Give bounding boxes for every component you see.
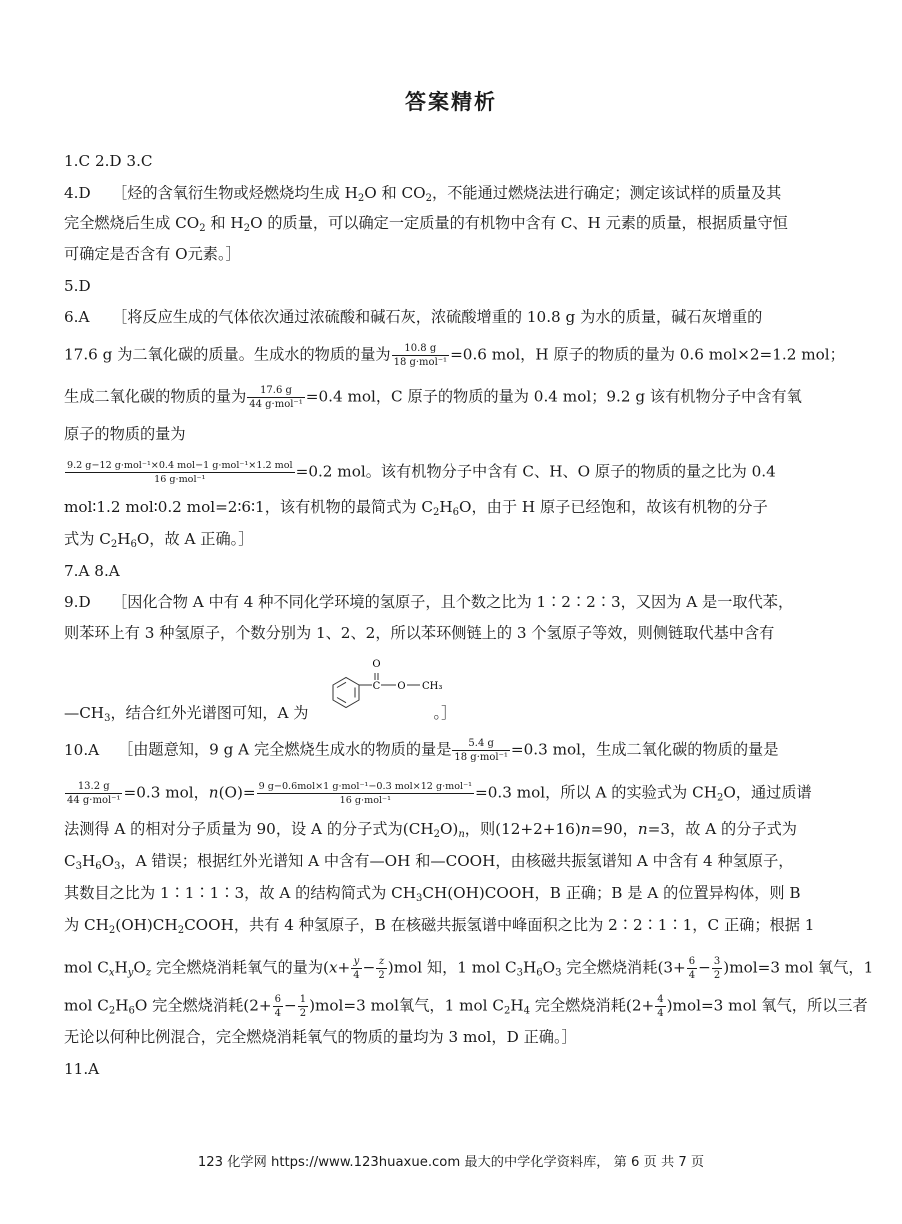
methyl-benzoate-structure — [328, 655, 453, 720]
methyl-group: CH₃ — [422, 681, 443, 692]
fraction: $\frac{17.6 g}{\text{44 g·mol⁻¹}}$ — [249, 385, 303, 410]
answer-6-line-2: 17.6 g 为二氧化碳的质量。生成水的物质的量为 $\frac{10.8 g}{\text{18 g·mol⁻¹}}$ =0.6 mol，H 原子的物质的量为 0.6 mol×2=1.2 mol； — [64, 343, 845, 368]
fraction: $\frac{\text{9.2 g−12 g·mol⁻¹×0.4 mol−1 g·mol⁻¹×1.2 mol}}{\text{16 g·mol⁻¹}}$ — [67, 460, 293, 485]
answer-9-line-1: 9.D ［因化合物 A 中有 4 种不同化学环境的氢原子，且个数之比为 1∶2∶2∶3，又因为 A 是一取代苯， — [64, 593, 794, 611]
fraction: $\frac{10.8 g}{\text{18 g·mol⁻¹}}$ — [393, 343, 448, 368]
answer-10-line-3: 法测得 A 的相对分子质量为 90，设 A 的分子式为$(CH_2O)_n$，则(12+2+16)n=90，n=3，故 A 的分子式为 — [64, 820, 797, 840]
page-footer: 123 化学网 https://www.123huaxue.com 最大的中学化学资料库， 第 6 页 共 7 页 — [197, 1155, 705, 1170]
fraction: $\frac{13.2 g}{\text{44 g·mol⁻¹}}$ — [67, 781, 121, 806]
fraction: $\frac{\text{9 g−0.6mol×1 g·mol⁻¹−0.3 mol×12 g·mol⁻¹}}{\text{16 g·mol⁻¹}}$ — [258, 781, 473, 806]
answer-5: 5.D — [64, 277, 91, 295]
answer-4-line-3: 可确定是否含有 O元素。］ — [64, 245, 241, 263]
answer-4-line-2: 完全燃烧后生成 $CO_2$ 和 $H_2O$ 的质量，可以确定一定质量的有机物中含有 C、H 元素的质量，根据质量守恒 — [64, 214, 788, 234]
answer-10-line-9: 无论以何种比例混合，完全燃烧消耗氧气的物质的量均为 3 mol，D 正确。］ — [64, 1028, 577, 1046]
answer-10-line-7: mol $C_xH_yO_z$ 完全燃烧消耗氧气的量为(x+ $\frac{y}{4}$ − $\frac{z}{2}$ )mol 知，1 mol $C_3H_6O_3$ 完全燃烧消耗(3+ $\frac{6}{4}$ − $\frac{3}{2}$ )mol=3 mol 氧气，1 — [64, 956, 874, 981]
answer-6-line-5: $\frac{\text{9.2 g−12 g·mol⁻¹×0.4 mol−1 g·mol⁻¹×1.2 mol}}{\text{16 g·mol⁻¹}}$ =0.2 mol。该有机物分子中含有 C、H、O 原子的物质的量之比为 0.4 — [67, 460, 776, 485]
answer-6-line-7: 式为 $C_2H_6O$，故 A 正确。］ — [64, 530, 254, 550]
answer-6-line-3: 生成二氧化碳的物质的量为 $\frac{17.6 g}{\text{44 g·mol⁻¹}}$ =0.4 mol，C 原子的物质的量为 0.4 mol；9.2 g 该有机物分子中含有氧 — [64, 385, 802, 410]
fraction: $\frac{5.4 g}{\text{18 g·mol⁻¹}}$ — [454, 738, 508, 763]
answer-line-1-3: 1.C 2.D 3.C — [64, 152, 153, 170]
answer-6-line-1: 6.A ［将反应生成的气体依次通过浓硫酸和碱石灰，浓硫酸增重的 10.8 g 为水的质量，碱石灰增重的 — [64, 308, 763, 326]
carbonyl-carbon: C — [372, 681, 381, 692]
page-title: 答案精析 — [405, 90, 497, 114]
answer-10-line-2: $\frac{13.2 g}{\text{44 g·mol⁻¹}}$ =0.3 mol，n(O)= $\frac{\text{9 g−0.6mol×1 g·mol⁻¹−0.3 mol×12 g·mol⁻¹}}{\text{16 g·mol⁻¹}}$ =0.3 mol，所以 A 的实验式为 $CH_2O$，通过质谱 — [67, 781, 812, 806]
answer-7-8: 7.A 8.A — [64, 562, 120, 580]
answer-10-line-8: mol $C_2H_6O$ 完全燃烧消耗(2+ $\frac{6}{4}$ − $\frac{1}{2}$ )mol=3 mol氧气，1 mol $C_2H_4$ 完全燃烧消耗(2+ $\frac{4}{4}$ )mol=3 mol 氧气，所以三者 — [64, 994, 868, 1019]
ester-oxygen: O — [397, 681, 406, 692]
answer-9-line-3: $—CH_3$，结合红外光谱图可知，A 为 。］ — [64, 704, 457, 724]
answer-10-line-1: 10.A ［由题意知，9 g A 完全燃烧生成水的物质的量是 $\frac{5.4 g}{\text{18 g·mol⁻¹}}$ =0.3 mol，生成二氧化碳的物质的量是 — [64, 738, 779, 763]
answer-9-line-2: 则苯环上有 3 种氢原子，个数分别为 1、2、2，所以苯环侧链上的 3 个氢原子等效，则侧链取代基中含有 — [64, 624, 775, 642]
answer-4-line-1: 4.D ［烃的含氧衍生物或烃燃烧均生成 $H_2O$ 和 $CO_2$，不能通过燃烧法进行确定；测定该试样的质量及其 — [64, 184, 782, 204]
carbonyl-oxygen: O — [372, 659, 381, 670]
answer-6-line-4: 原子的物质的量为 — [64, 425, 186, 443]
answer-10-line-5: 其数目之比为 1∶1∶1∶3，故 A 的结构简式为 $CH_3CH(OH)COOH$，B 正确；B 是 A 的位置异构体，则 B — [64, 884, 801, 904]
answer-6-line-6: mol∶1.2 mol∶0.2 mol=2∶6∶1，该有机物的最简式为 $C_2H_6O$，由于 H 原子已经饱和，故该有机物的分子 — [64, 498, 768, 518]
answer-11: 11.A — [64, 1060, 100, 1078]
answer-10-line-4: $C_3H_6O_3$，A 错误；根据红外光谱知 A 中含有—OH 和—COOH，由核磁共振氢谱知 A 中含有 4 种氢原子， — [64, 852, 794, 872]
answer-10-line-6: 为 $CH_2(OH)CH_2COOH$，共有 4 种氢原子，B 在核磁共振氢谱中峰面积之比为 2∶2∶1∶1，C 正确；根据 1 — [64, 916, 815, 936]
